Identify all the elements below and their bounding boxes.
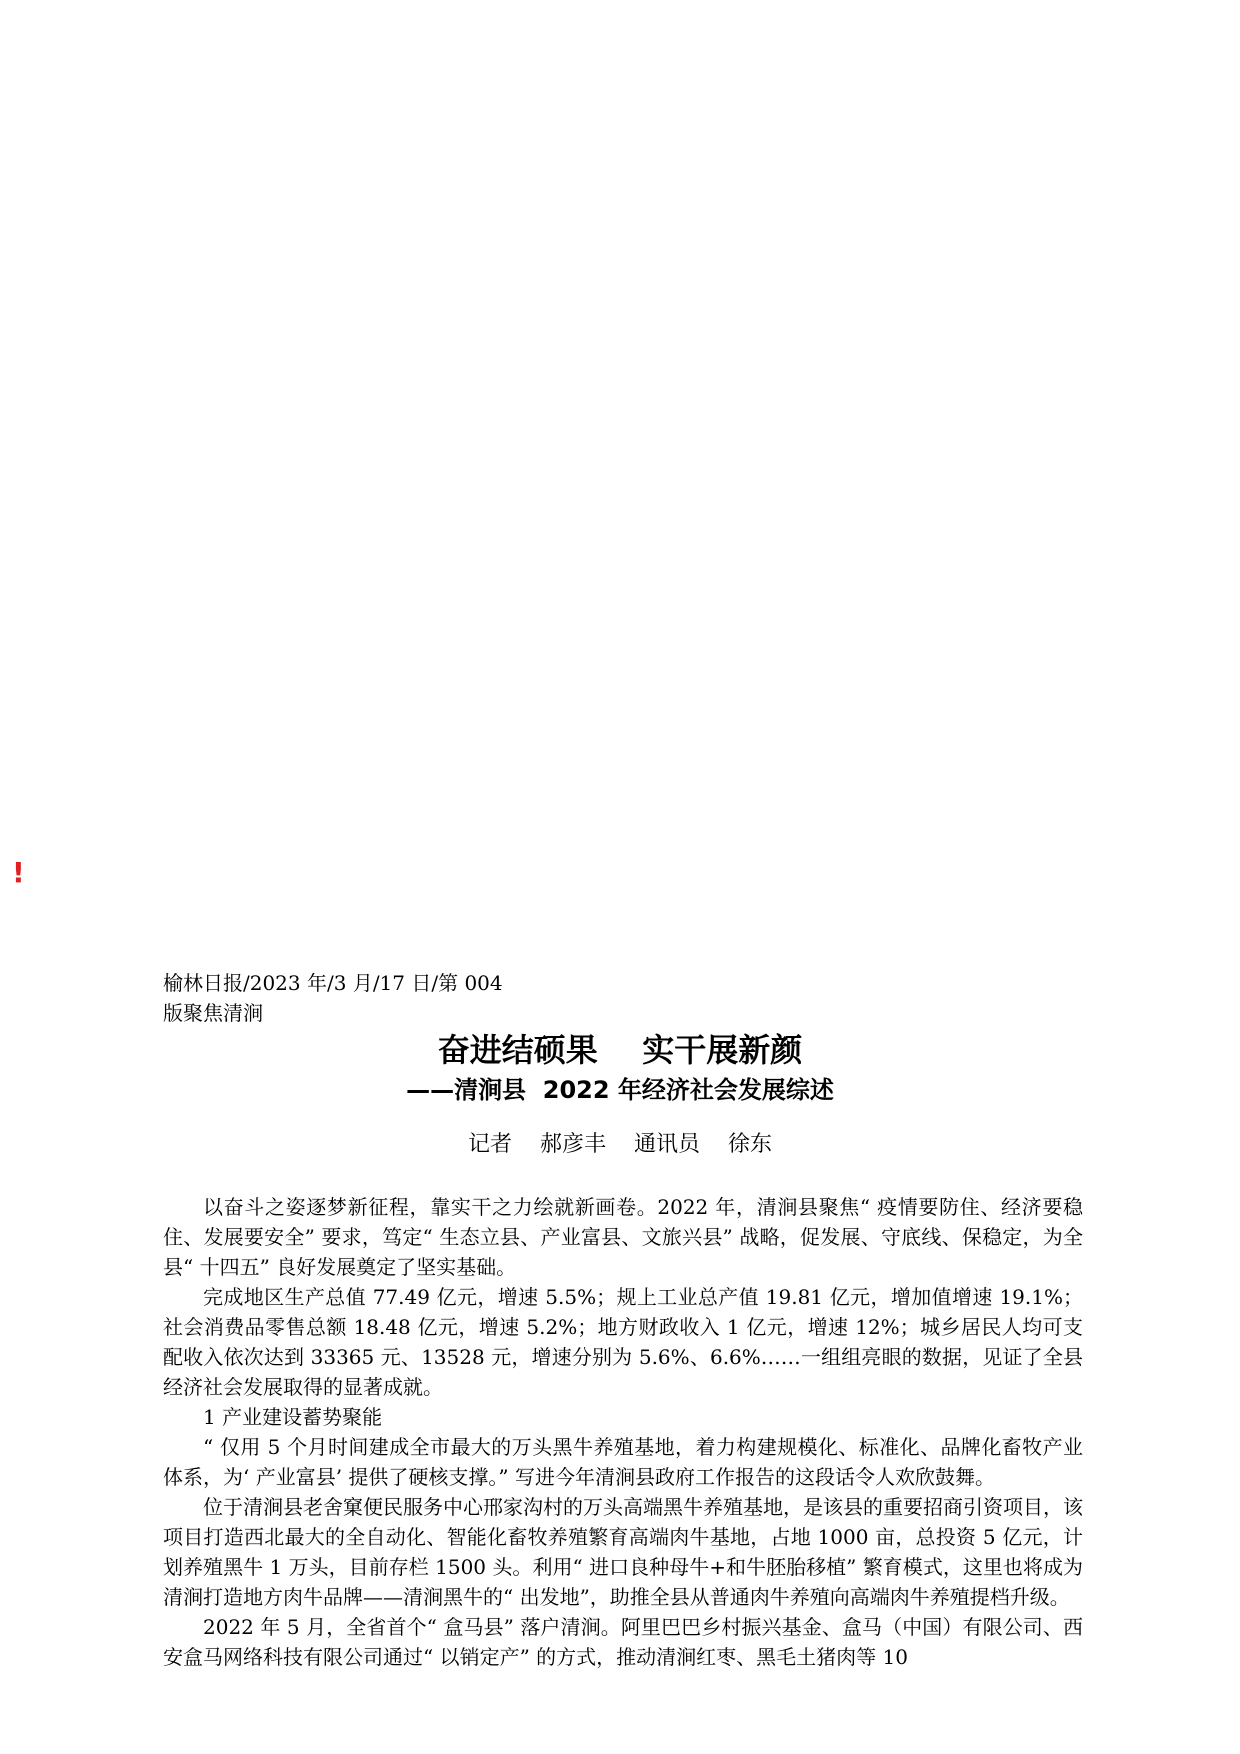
article-body <box>163 1192 1083 1672</box>
article-subtitle: ——清涧县 2022 年经济社会发展综述 <box>406 1076 834 1104</box>
section-heading: 1 产业建设蓄势聚能 <box>203 1405 383 1429</box>
paragraph: 2022 年 5 月，全省首个“ 盒马县” 落户清涧。阿里巴巴乡村振兴基金、盒马（中国）有限公司、西安盒马网络科技有限公司通过“ 以销定产” 的方式，推动清涧红枣、黑毛土猪肉等 10 <box>163 1615 1083 1669</box>
warning-mark: ! <box>12 856 25 889</box>
paragraph: 以奋斗之姿逐梦新征程，靠实干之力绘就新画卷。2022 年，清涧县聚焦“ 疫情要防住、经济要稳住、发展要安全” 要求，笃定“ 生态立县、产业富县、文旅兴县” 战略，促发展、守底线、保稳定，为全县“ 十四五” 良好发展奠定了坚实基础。 <box>163 1195 1083 1279</box>
source-line-2: 版聚焦清涧 <box>163 1001 263 1025</box>
article-title: 奋进结硕果 实干展新颜 <box>437 1031 803 1069</box>
paragraph: 完成地区生产总值 77.49 亿元，增速 5.5%；规上工业总产值 19.81 亿元，增加值增速 19.1%；社会消费品零售总额 18.48 亿元，增速 5.2%；地方财政收入 1 亿元，增速 12%；城乡居民人均可支配收入依次达到 33365 元、13528 元，增速分别为 5.6%、6.6%……一组组亮眼的数据，见证了全县经济社会发展取得的显著成就。 <box>163 1285 1083 1399</box>
source-info <box>163 968 583 1028</box>
source-line-1: 榆林日报/2023 年/3 月/17 日/第 004 <box>163 971 503 995</box>
paragraph: “ 仅用 5 个月时间建成全市最大的万头黑牛养殖基地，着力构建规模化、标准化、品牌化畜牧产业体系，为‘ 产业富县’ 提供了硬核支撑。” 写进今年清涧县政府工作报告的这段话令人欢欣鼓舞。 <box>163 1435 1083 1489</box>
byline: 记者 郝彦丰 通讯员 徐东 <box>468 1132 772 1157</box>
paragraph: 位于清涧县老舍窠便民服务中心邢家沟村的万头高端黑牛养殖基地，是该县的重要招商引资项目，该项目打造西北最大的全自动化、智能化畜牧养殖繁育高端肉牛基地，占地 1000 亩，总投资 5 亿元，计划养殖黑牛 1 万头，目前存栏 1500 头。利用“ 进口良种母牛+和牛胚胎移植” 繁育模式，这里也将成为清涧打造地方肉牛品牌——清涧黑牛的“ 出发地”，助推全县从普通肉牛养殖向高端肉牛养殖提档升级。 <box>163 1495 1083 1609</box>
